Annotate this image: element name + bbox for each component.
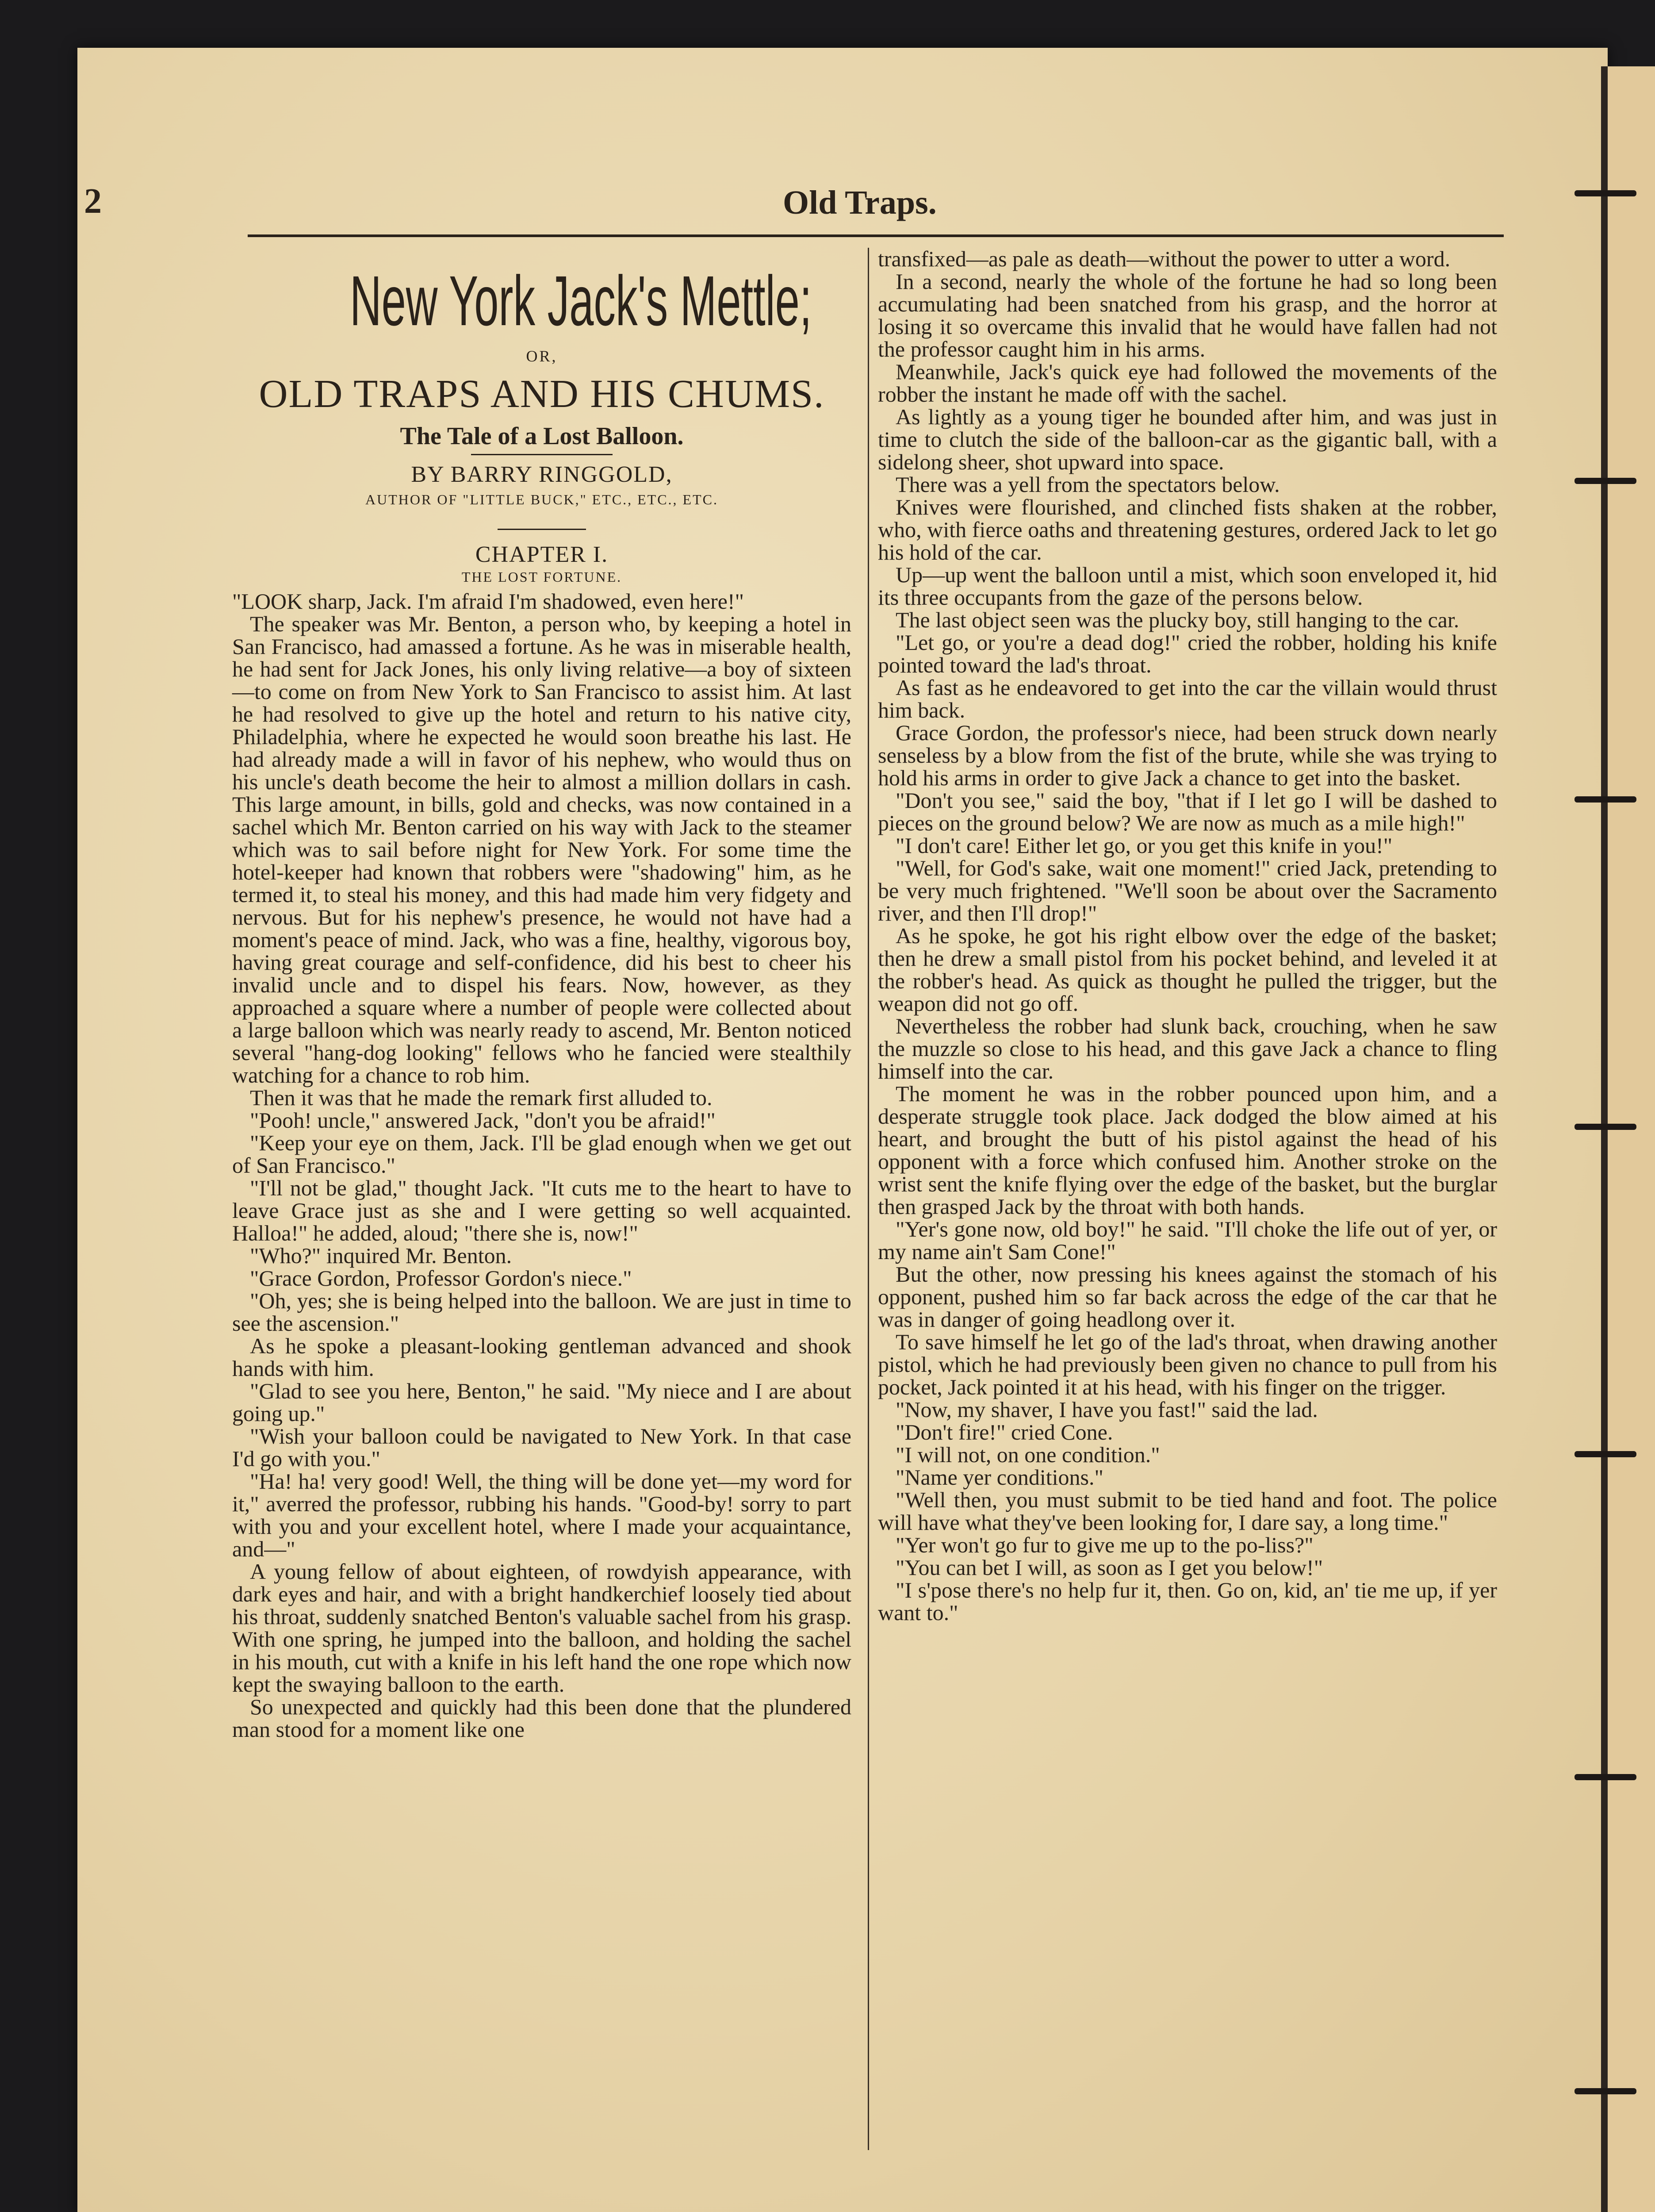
title-or: OR, [526, 347, 558, 365]
left-column-text [232, 590, 851, 1741]
column-divider [868, 248, 869, 2150]
chapter-rule [498, 529, 586, 530]
story-tagline: The Tale of a Lost Balloon. [400, 422, 684, 450]
paragraph: The speaker was Mr. Benton, a person who, by keeping a hotel in San Francisco, had amassed a fortune. As he was in miserable health, he had sent for Jack Jones, his only living relative—a boy of sixteen—to come on from New York to San Francisco to assist him. At last he had resolved to give up the hotel and return to his native city, Philadelphia, where he expected he would soon breathe his last. He had already made a will in favor of his nephew, who would thus on his uncle's death become the heir to almost a million dollars in cash. This large amount, in bills, gold and checks, was now contained in a sachel which Mr. Benton carried on his way with Jack to the steamer which was to sail before night for New York. For some time the hotel-keeper had known that robbers were "shadowing" him, as he termed it, to steal his money, and this had made him very fidgety and nervous. But for his nephew's presence, he would not have had a moment's peace of mind. Jack, who was a fine, healthy, vigorous boy, having great courage and self-confidence, did his best to cheer his invalid uncle and to dispel his fears. Now, however, as they approached a square where a number of people were collected about a large balloon which was nearly ready to ascend, Mr. Benton noticed several "hang-dog looking" fellows who he fancied were stealthily watching for a chance to rob him. [232, 611, 851, 1087]
paragraph: "Don't fire!" cried Cone. [896, 1420, 1113, 1444]
chapter-heading: CHAPTER I. [475, 542, 609, 567]
paragraph: "Oh, yes; she is being helped into the balloon. We are just in time to see the ascension." [232, 1288, 851, 1336]
paragraph: Then it was that he made the remark first alluded to. [250, 1085, 713, 1110]
paragraph: "LOOK sharp, Jack. I'm afraid I'm shadowed, even here!" [232, 589, 744, 614]
paragraph: But the other, now pressing his knees against the stomach of his opponent, pushed him so far back across the edge of the car that he was in danger of going headlong over it. [878, 1262, 1497, 1332]
paragraph: "Glad to see you here, Benton," he said. "My niece and I are about going up." [232, 1379, 851, 1426]
paragraph: "Let go, or you're a dead dog!" cried the robber, holding his knife pointed toward the lad's throat. [878, 630, 1497, 677]
paragraph: "I will not, on one condition." [896, 1442, 1160, 1467]
right-column [878, 248, 1497, 1624]
paragraph: "Now, my shaver, I have you fast!" said the lad. [896, 1397, 1318, 1422]
paragraph: As lightly as a young tiger he bounded after him, and was just in time to clutch the side of the balloon-car as the gigantic ball, with a sidelong sheer, shot upward into space. [878, 404, 1497, 474]
binding-stitch [1575, 190, 1636, 196]
paragraph: "Yer won't go fur to give me up to the po-liss?" [896, 1532, 1314, 1557]
paragraph: "Don't you see," said the boy, "that if I let go I will be dashed to pieces on the ground below? We are now as much as a mile high!" [878, 788, 1497, 835]
header-rule [248, 234, 1504, 237]
paragraph: "I s'pose there's no help fur it, then. Go on, kid, an' tie me up, if yer want to." [878, 1578, 1497, 1625]
title-rule [471, 454, 613, 455]
paragraph: As fast as he endeavored to get into the car the villain would thrust him back. [878, 675, 1497, 722]
paragraph: "Keep your eye on them, Jack. I'll be glad enough when we get out of San Francisco." [232, 1130, 851, 1178]
paragraph: A young fellow of about eighteen, of rowdyish appearance, with dark eyes and hair, and with a bright handkerchief loosely tied about his throat, suddenly snatched Benton's valuable sachel from his grasp. With one spring, he jumped into the balloon, and holding the sachel in his mouth, cut with a knife in his left hand the one rope which now kept the swaying balloon to the earth. [232, 1559, 851, 1697]
binding-stitch [1575, 1124, 1636, 1130]
paragraph: So unexpected and quickly had this been done that the plundered man stood for a moment like one [232, 1694, 851, 1742]
page-number: 2 [84, 182, 102, 221]
paragraph: The last object seen was the plucky boy, still hanging to the car. [896, 607, 1460, 632]
paragraph: transfixed—as pale as death—without the power to utter a word. [878, 246, 1451, 271]
paragraph: "Grace Gordon, Professor Gordon's niece." [250, 1266, 632, 1290]
right-column-text [878, 248, 1497, 1624]
paragraph: Meanwhile, Jack's quick eye had followed the movements of the robber the instant he made off with the sachel. [878, 359, 1497, 407]
paragraph: "You can bet I will, as soon as I get you below!" [896, 1555, 1323, 1580]
byline: BY BARRY RINGGOLD, [411, 462, 673, 487]
binding-stitch [1575, 2088, 1636, 2094]
paragraph: There was a yell from the spectators below. [896, 472, 1280, 497]
paragraph: "Well, for God's sake, wait one moment!" cried Jack, pretending to be very much frightened. "We'll soon be about over the Sacramento river, and then I'll drop!" [878, 856, 1497, 926]
facing-page-edge [1608, 66, 1655, 2212]
paragraph: As he spoke a pleasant-looking gentleman advanced and shook hands with him. [232, 1333, 851, 1381]
paragraph: Up—up went the balloon until a mist, which soon enveloped it, hid its three occupants from the gaze of the persons below. [878, 562, 1497, 610]
paragraph: "Ha! ha! very good! Well, the thing will be done yet—my word for it," averred the professor, rubbing his hands. "Good-by! sorry to part with you and your excellent hotel, where I made your acquaintance, and—" [232, 1469, 851, 1561]
paragraph: "I don't care! Either let go, or you get this knife in you!" [896, 833, 1393, 858]
paragraph: "I'll not be glad," thought Jack. "It cuts me to the heart to have to leave Grace just as she and I were getting so well acquainted. Halloa!" he added, aloud; "there she is, now!" [232, 1175, 851, 1245]
paragraph: "Yer's gone now, old boy!" he said. "I'll choke the life out of yer, or my name ain't Sam Cone!" [878, 1217, 1497, 1264]
paragraph: To save himself he let go of the lad's throat, when drawing another pistol, which he had previously been given no chance to pull from his pocket, Jack pointed it at his head, with his finger on the trigger. [878, 1329, 1497, 1399]
paragraph: "Pooh! uncle," answered Jack, "don't you be afraid!" [250, 1108, 716, 1133]
binding-stitch [1575, 1451, 1636, 1457]
left-column [232, 248, 851, 1741]
paragraph: The moment he was in the robber pounced upon him, and a desperate struggle took place. Jack dodged the blow aimed at his heart, and brought the butt of his pistol against the head of his opponent with a force which confused him. Another stroke on the wrist sent the knife flying over the edge of the basket, but the burglar then grasped Jack by the throat with both hands. [878, 1081, 1497, 1219]
paragraph: Nevertheless the robber had slunk back, crouching, when he saw the muzzle so close to his head, and this gave Jack a chance to fling himself into the car. [878, 1014, 1497, 1083]
story-title: New York Jack's Mettle; [350, 261, 812, 340]
binding-stitch [1575, 796, 1636, 803]
paragraph: Knives were flourished, and clinched fists shaken at the robber, who, with fierce oaths and threatening gestures, ordered Jack to let go his hold of the car. [878, 495, 1497, 565]
paragraph: In a second, nearly the whole of the fortune he had so long been accumulating had been snatched from his grasp, and the horror at losing it so overcame this invalid that he would have fallen had not the professor caught him in his arms. [878, 269, 1497, 361]
running-title: Old Traps. [783, 184, 937, 221]
binding-stitch [1575, 478, 1636, 484]
paragraph: Grace Gordon, the professor's niece, had been struck down nearly senseless by a blow from the fist of the brute, while she was trying to hold his arms in order to give Jack a chance to get into the basket. [878, 720, 1497, 790]
binding-stitch [1575, 1774, 1636, 1780]
paragraph: "Well then, you must submit to be tied hand and foot. The police will have what they've been looking for, I dare say, a long time." [878, 1487, 1497, 1535]
paragraph: "Name yer conditions." [896, 1465, 1103, 1490]
paragraph: As he spoke, he got his right elbow over the edge of the basket; then he drew a small pistol from his pocket behind, and leveled it at the robber's head. As quick as thought he pulled the trigger, but the weapon did not go off. [878, 923, 1497, 1016]
story-subtitle: OLD TRAPS AND HIS CHUMS. [259, 372, 825, 416]
paragraph: "Who?" inquired Mr. Benton. [250, 1243, 512, 1268]
chapter-subheading: THE LOST FORTUNE. [461, 569, 622, 585]
paragraph: "Wish your balloon could be navigated to New York. In that case I'd go with you." [232, 1424, 851, 1471]
author-credit: AUTHOR OF "LITTLE BUCK," ETC., ETC., ETC. [365, 492, 718, 507]
